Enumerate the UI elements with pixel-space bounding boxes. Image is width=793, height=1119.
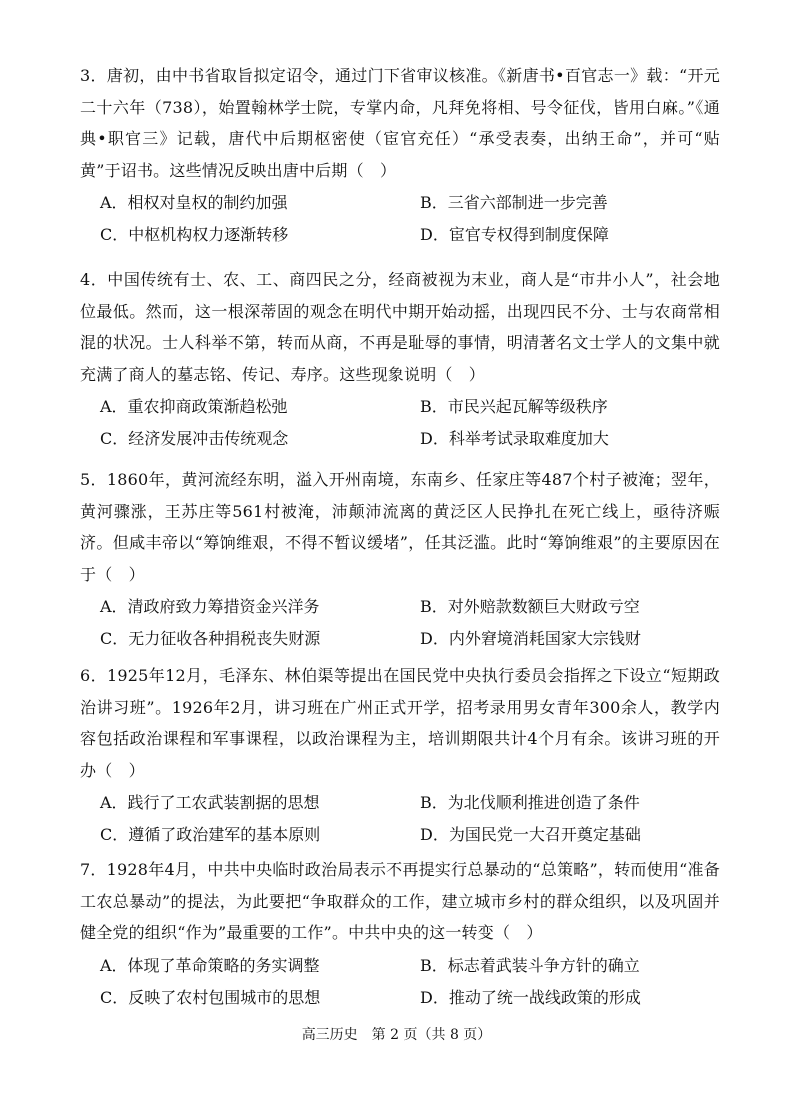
option-c[interactable]: C．反映了农村包围城市的思想 <box>100 987 321 1007</box>
options <box>100 391 720 455</box>
option-b[interactable]: B．标志着武装斗争方针的确立 <box>420 955 640 975</box>
option-c[interactable]: C．经济发展冲击传统观念 <box>100 429 289 448</box>
options <box>100 187 720 251</box>
option-c[interactable]: C．无力征收各种捐税丧失财源 <box>100 629 321 648</box>
question-stem: 3．唐初，由中书省取旨拟定诏令，通过门下省审议核准。《新唐书•百官志一》载：“开元二十六年（738），始置翰林学士院，专掌内命，凡拜免将相、号令征伐，皆用白麻。”《通典•职官三》记载，唐代中后期枢密使（宦官充任）“承受表奏，出纳王命”，并可“贴黄”于诏书。这些情况反映出唐中后期（ ） <box>80 66 720 180</box>
question-3 <box>80 60 720 251</box>
options <box>100 950 720 1014</box>
question-7 <box>80 854 720 1014</box>
question-4 <box>80 264 720 455</box>
option-d[interactable]: D．科举考试录取难度加大 <box>420 429 609 448</box>
question-stem: 4．中国传统有士、农、工、商四民之分，经商被视为末业，商人是“市井小人”，社会地位最低。然而，这一根深蒂固的观念在明代中期开始动摇，出现四民不分、士与农商常相混的状况。士人科举不第，转而从商，不再是耻辱的事情，明清著名文士学人的文集中就充满了商人的墓志铭、传记、寿序。这些现象说明（ ） <box>80 270 720 384</box>
option-b[interactable]: B．市民兴起瓦解等级秩序 <box>420 397 608 416</box>
option-d[interactable]: D．宦官专权得到制度保障 <box>420 225 609 244</box>
option-b[interactable]: B．为北伐顺利推进创造了条件 <box>420 793 640 812</box>
option-b[interactable]: B．三省六部制进一步完善 <box>420 193 608 212</box>
option-a[interactable]: A．重农抑商政策渐趋松弛 <box>100 397 288 416</box>
page-footer: 高三历史 第 2 页（共 8 页） <box>301 1027 492 1043</box>
option-a[interactable]: A．践行了工农武装割据的思想 <box>100 793 320 812</box>
question-stem: 7．1928年4月，中共中央临时政治局表示不再提实行总暴动的“总策略”，转而使用“准备工农总暴动”的提法，为此要把“争取群众的工作，建立城市乡村的群众组织，以及巩固并健全党的组织“作为”最重要的工作”。中共中央的这一转变（ ） <box>80 860 720 942</box>
option-b[interactable]: B．对外赔款数额巨大财政亏空 <box>420 597 640 616</box>
option-a[interactable]: A．清政府致力筹措资金兴洋务 <box>100 597 320 616</box>
options <box>100 787 720 851</box>
option-a[interactable]: A．体现了革命策略的务实调整 <box>100 955 320 975</box>
option-c[interactable]: C．中枢机构权力逐渐转移 <box>100 225 289 244</box>
question-5 <box>80 464 720 655</box>
option-d[interactable]: D．为国民党一大召开奠定基础 <box>420 825 641 844</box>
option-c[interactable]: C．遵循了政治建军的基本原则 <box>100 825 321 844</box>
option-a[interactable]: A．相权对皇权的制约加强 <box>100 193 288 212</box>
question-6 <box>80 660 720 851</box>
question-stem: 5．1860年，黄河流经东明，溢入开州南境，东南乡、任家庄等487个村子被淹；翌年，黄河骤涨，王苏庄等561村被淹，沛颠沛流离的黄泛区人民挣扎在死亡线上，亟待济赈济。但咸丰帝以“筹饷维艰，不得不暂议缓堵”，任其泛滥。此时“筹饷维艰”的主要原因在于（ ） <box>80 470 720 584</box>
option-d[interactable]: D．内外窘境消耗国家大宗钱财 <box>420 629 641 648</box>
option-d[interactable]: D．推动了统一战线政策的形成 <box>420 987 641 1007</box>
question-stem: 6．1925年12月，毛泽东、林伯渠等提出在国民党中央执行委员会指挥之下设立“短期政治讲习班”。1926年2月，讲习班在广州正式开学，招考录用男女青年300余人，教学内容包括政治课程和军事课程，以政治课程为主，培训期限共计4个月有余。该讲习班的开办（ ） <box>80 666 720 780</box>
options <box>100 591 720 655</box>
